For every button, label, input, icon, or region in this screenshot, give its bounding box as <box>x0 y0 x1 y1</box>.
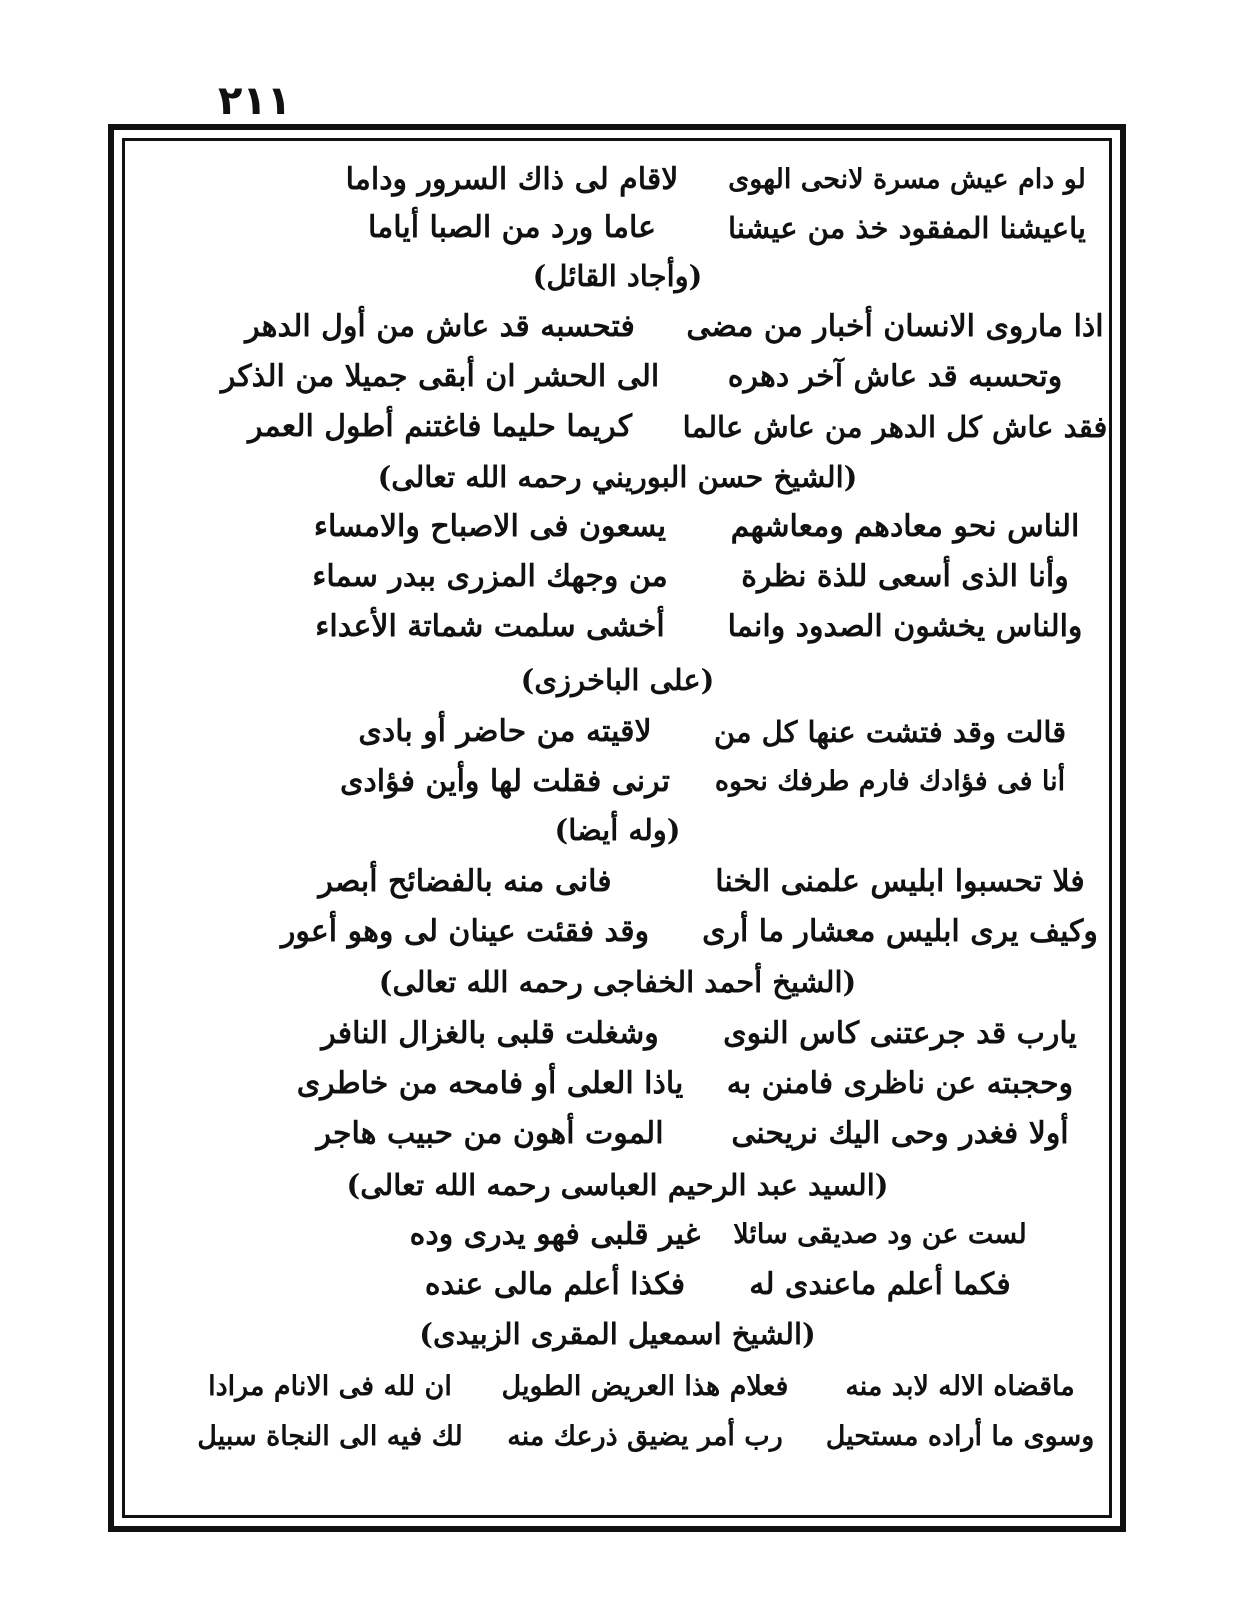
verse-second-hemistich: كريما حليما فاغتنم أطول العمر <box>247 409 633 444</box>
verse-first-part: ماقضاه الاله لابد منه <box>845 1371 1075 1402</box>
verse-second-hemistich: الى الحشر ان أبقى جميلا من الذكر <box>220 359 660 394</box>
verse-first-hemistich: وحجبته عن ناظرى فامنن به <box>726 1066 1074 1101</box>
verse-second-hemistich: وقد فقئت عينان لى وهو أعور <box>280 914 650 949</box>
verse-second-part: فعلام هذا العريض الطويل <box>501 1371 789 1402</box>
verse-first-hemistich: لو دام عيش مسرة لانحى الهوى <box>728 164 1086 195</box>
verse-first-hemistich: وتحسبه قد عاش آخر دهره <box>727 359 1063 394</box>
verse-line <box>220 405 1110 449</box>
verse-line <box>320 760 1070 804</box>
verse-third-part: ان لله فى الانام مرادا <box>208 1371 452 1402</box>
verse-line <box>180 1415 1110 1459</box>
verse-line <box>290 605 1100 649</box>
verse-second-hemistich: يسعون فى الاصباح والامساء <box>313 509 667 544</box>
verse-second-hemistich: لاقيته من حاضر أو بادى <box>358 714 652 749</box>
poet-heading: (الشيخ حسن البوريني رحمه الله تعالى) <box>377 460 858 494</box>
verse-first-hemistich: أولا فغدر وحى اليك نريحنى <box>731 1116 1069 1151</box>
verse-line <box>290 505 1100 549</box>
verse-second-hemistich: وشغلت قلبى بالغزال النافر <box>321 1016 659 1051</box>
verse-second-part: رب أمر يضيق ذرعك منه <box>507 1421 783 1452</box>
verse-line <box>290 1012 1090 1056</box>
verse-first-hemistich: أنا فى فؤادك فارم طرفك نحوه <box>714 766 1066 797</box>
verse-line <box>290 555 1100 599</box>
verse-line <box>220 355 1110 399</box>
verse-second-hemistich: فكذا أعلم مالى عنده <box>424 1267 686 1302</box>
verse-first-hemistich: والناس يخشون الصدود وانما <box>727 609 1083 644</box>
verse-line <box>290 1112 1090 1156</box>
verse-first-hemistich: لست عن ود صديقى سائلا <box>733 1219 1027 1250</box>
verse-line <box>220 305 1110 349</box>
verse-line <box>400 1263 1030 1307</box>
verse-second-hemistich: ترنى فقلت لها وأين فؤادى <box>339 764 671 799</box>
poet-heading: (السيد عبد الرحيم العباسى رحمه الله تعالى) <box>346 1168 889 1202</box>
verse-first-hemistich: يارب قد جرعتنى كاس النوى <box>723 1016 1077 1051</box>
verse-first-part: وسوى ما أراده مستحيل <box>825 1421 1095 1452</box>
verse-second-hemistich: فانى منه بالفضائح أبصر <box>318 864 612 899</box>
verse-second-hemistich: ياذا العلى أو فامحه من خاطرى <box>296 1066 684 1101</box>
verse-line <box>255 860 1105 904</box>
verse-second-hemistich: أخشى سلمت شماتة الأعداء <box>315 609 665 644</box>
verse-second-hemistich: من وجهك المزرى ببدر سماء <box>312 559 668 594</box>
verse-line <box>327 206 1087 250</box>
verse-first-hemistich: فكما أعلم ماعندى له <box>749 1267 1011 1302</box>
verse-first-hemistich: فلا تحسبوا ابليس علمنى الخنا <box>715 864 1085 899</box>
verse-second-hemistich: فتحسبه قد عاش من أول الدهر <box>245 309 635 344</box>
poet-heading: (الشيخ اسمعيل المقرى الزبيدى) <box>419 1317 816 1351</box>
poet-heading: (على الباخرزى) <box>520 663 715 697</box>
verse-second-hemistich: لاقام لى ذاك السرور وداما <box>345 162 679 197</box>
page-number: ٢١١ <box>218 78 292 124</box>
verse-line <box>327 158 1087 202</box>
verse-line <box>290 1062 1090 1106</box>
verse-second-hemistich: الموت أهون من حبيب هاجر <box>316 1116 664 1151</box>
verse-line <box>180 1365 1110 1409</box>
verse-third-part: لك فيه الى النجاة سبيل <box>197 1421 463 1452</box>
poet-heading: (وأجاد القائل) <box>532 259 703 293</box>
poet-heading: (وله أيضا) <box>554 813 681 847</box>
verse-line <box>400 1213 1030 1257</box>
verse-line <box>320 710 1070 754</box>
verse-first-hemistich: وكيف يرى ابليس معشار ما أرى <box>702 914 1098 949</box>
verse-first-hemistich: الناس نحو معادهم ومعاشهم <box>730 509 1080 544</box>
verse-first-hemistich: وأنا الذى أسعى للذة نظرة <box>741 559 1069 594</box>
verse-first-hemistich: اذا ماروى الانسان أخبار من مضى <box>686 309 1104 344</box>
poet-heading: (الشيخ أحمد الخفاجى رحمه الله تعالى) <box>378 965 857 999</box>
verse-second-hemistich: عاما ورد من الصبا أياما <box>368 210 656 245</box>
verse-second-hemistich: غير قلبى فهو يدرى وده <box>409 1217 701 1252</box>
verse-first-hemistich: ياعيشنا المفقود خذ من عيشنا <box>728 211 1086 245</box>
verse-first-hemistich: فقد عاش كل الدهر من عاش عالما <box>682 410 1108 444</box>
verse-first-hemistich: قالت وقد فتشت عنها كل من <box>713 715 1067 749</box>
verse-line <box>255 910 1105 954</box>
